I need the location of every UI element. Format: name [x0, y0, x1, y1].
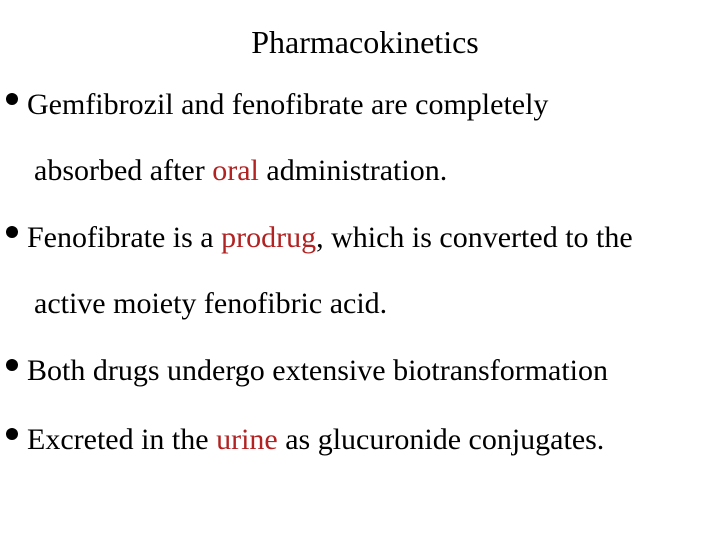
bullet-icon	[6, 93, 18, 105]
bullet-4-text-before: Excreted in the	[27, 423, 217, 456]
bullet-item-1	[6, 86, 716, 124]
bullet-1-line-1: Gemfibrozil and fenofibrate are completely	[27, 88, 549, 121]
bullet-icon	[6, 359, 18, 371]
bullet-4-text-after: as glucuronide conjugates.	[277, 423, 605, 456]
bullet-1-text-after: administration.	[258, 154, 448, 187]
bullet-1-line-2	[34, 152, 447, 190]
bullet-2-text-after: , which is converted to the	[316, 221, 633, 254]
highlight-oral: oral	[212, 154, 259, 187]
bullet-icon	[6, 226, 18, 238]
bullet-item-2	[6, 219, 716, 257]
highlight-urine: urine	[216, 423, 278, 456]
bullet-2-line-2: active moiety fenofibric acid.	[34, 287, 388, 320]
highlight-prodrug: prodrug	[221, 221, 317, 254]
bullet-3-text: Both drugs undergo extensive biotransformation	[27, 354, 609, 387]
slide-title: Pharmacokinetics	[251, 24, 479, 60]
bullet-item-3	[6, 352, 716, 390]
bullet-2-text-before: Fenofibrate is a	[27, 221, 222, 254]
bullet-icon	[6, 428, 18, 440]
bullet-item-4	[6, 421, 716, 459]
bullet-1-text-before: absorbed after	[34, 154, 213, 187]
